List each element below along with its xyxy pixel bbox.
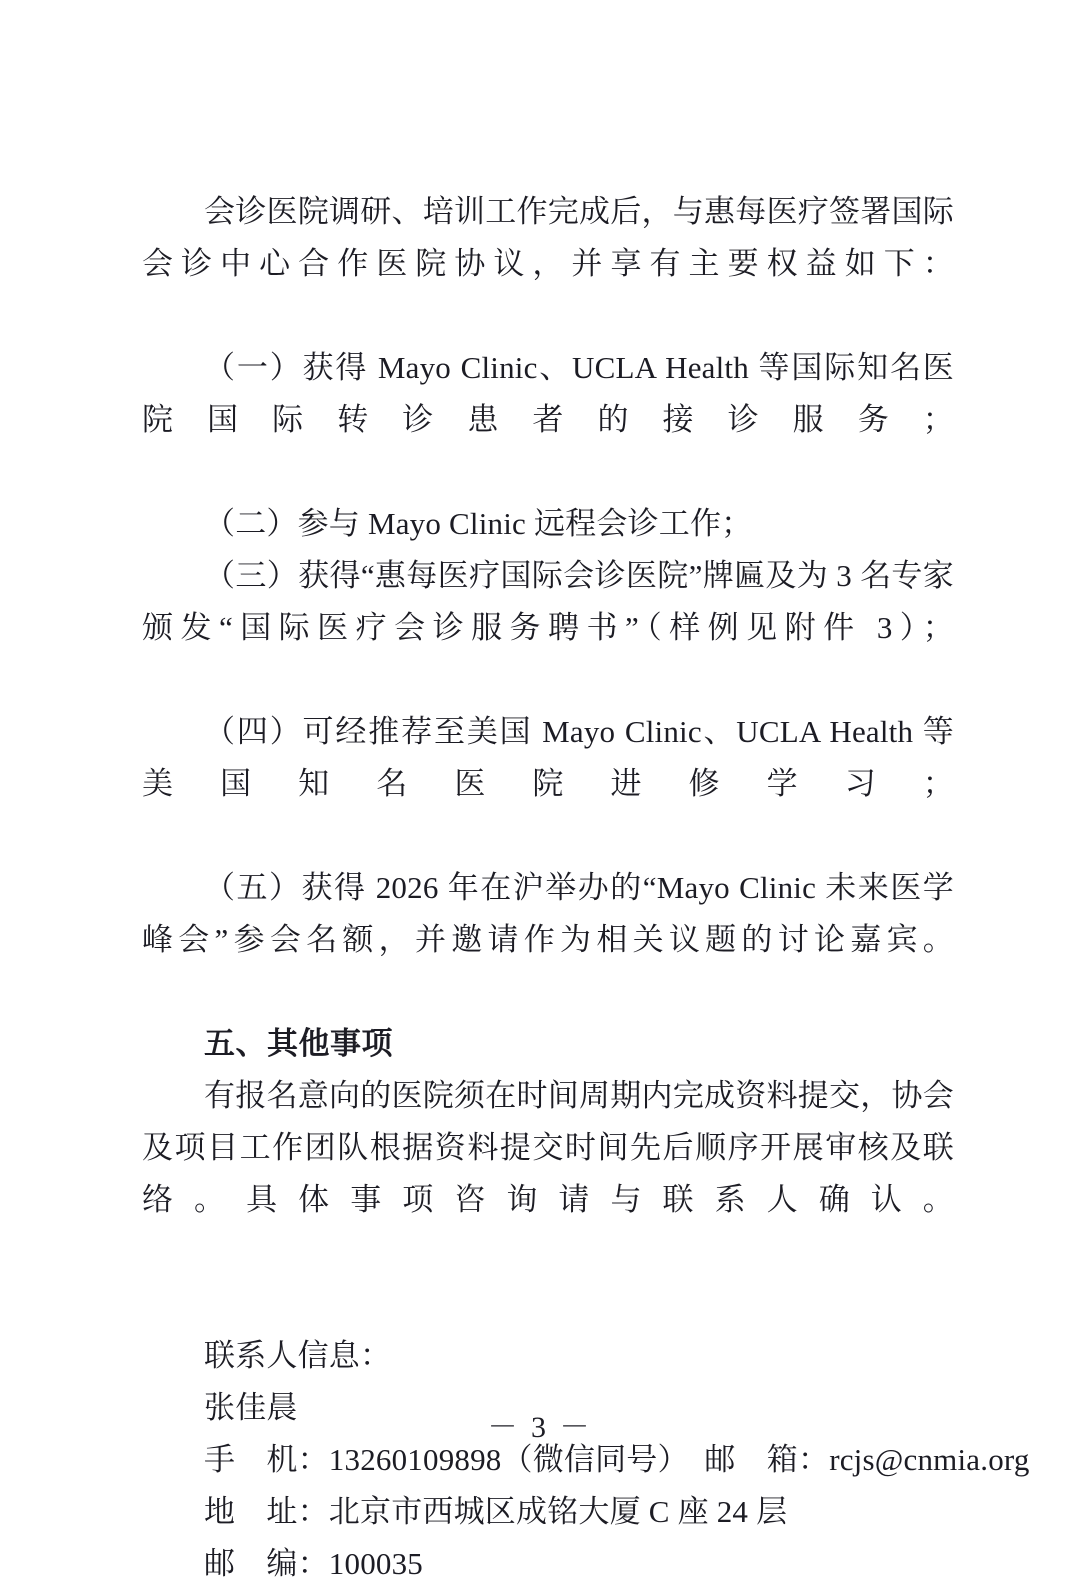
paragraph-intro: 会诊医院调研、培训工作完成后，与惠每医疗签署国际会诊中心合作医院协议，并享有主要权益如下：	[142, 194, 954, 281]
contact-postcode: 邮 编：100035	[204, 1546, 423, 1581]
paragraph-benefit-3: （三）获得“惠每医疗国际会诊医院”牌匾及为 3 名专家颁发“国际医疗会诊服务聘书”（样例见附件 3）；	[142, 558, 954, 645]
contact-information	[142, 1330, 1030, 1590]
paragraph-benefit-2: （二）参与 Mayo Clinic 远程会诊工作；	[204, 506, 753, 541]
paragraph-benefit-1: （一）获得 Mayo Clinic、UCLA Health 等国际知名医院国际转诊患者的接诊服务；	[142, 350, 954, 437]
section-heading-other-matters: 五、其他事项	[204, 1026, 393, 1062]
paragraph-other-matters: 有报名意向的医院须在时间周期内完成资料提交，协会及项目工作团队根据资料提交时间先后顺序开展审核及联络。具体事项咨询请与联系人确认。	[142, 1078, 954, 1217]
contact-address: 地 址：北京市西城区成铭大厦 C 座 24 层	[204, 1494, 788, 1529]
page-number: － 3 －	[487, 1411, 593, 1444]
contact-phone-and-email: 手 机：13260109898（微信同号） 邮 箱：rcjs@cnmia.org	[204, 1442, 1030, 1477]
paragraph-spacer	[142, 1278, 954, 1330]
contact-name: 张佳晨	[204, 1390, 298, 1425]
paragraph-benefit-4: （四）可经推荐至美国 Mayo Clinic、UCLA Health 等美国知名医院进修学习；	[142, 714, 954, 801]
document-body	[142, 186, 1030, 1590]
contact-title: 联系人信息：	[204, 1338, 392, 1373]
paragraph-benefit-5: （五）获得 2026 年在沪举办的“Mayo Clinic 未来医学峰会”参会名额，并邀请作为相关议题的讨论嘉宾。	[142, 870, 954, 957]
